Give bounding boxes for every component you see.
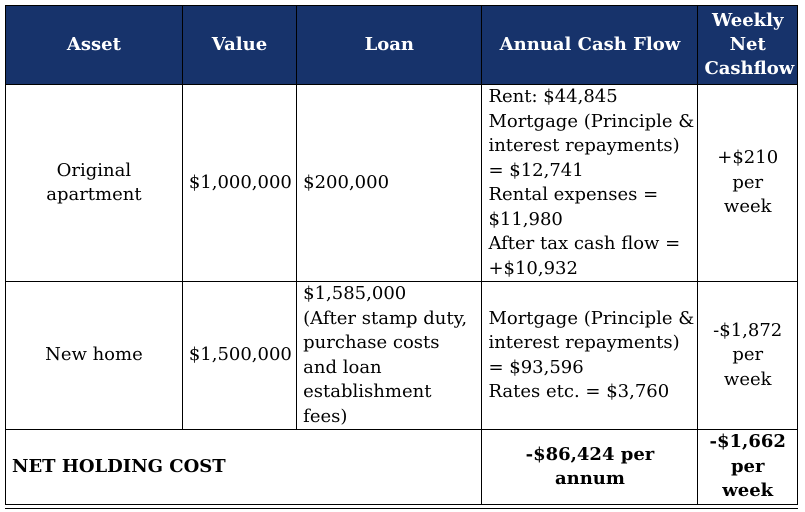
header-value: Value — [182, 6, 296, 85]
cell-line: After tax cash flow = — [488, 233, 681, 254]
cell-loan: $200,000 — [297, 85, 482, 282]
cell-line: purchase costs — [303, 332, 440, 353]
cell-loan — [297, 282, 482, 430]
cell-line: Rates etc. = $3,760 — [488, 381, 670, 402]
cell-line: Mortgage (Principle & — [488, 110, 695, 132]
cell-annual-cash-flow — [482, 282, 698, 430]
cell-line: week — [723, 196, 772, 218]
net-holding-cost-weekly — [698, 430, 798, 505]
cell-annual-cash-flow — [482, 85, 698, 282]
cell-line: Rent: $44,845 — [488, 86, 618, 107]
header-annual-cash-flow: Annual Cash Flow — [482, 6, 698, 85]
cell-line: fees) — [303, 405, 348, 427]
header-weekly-line: Net — [729, 34, 766, 55]
cell-line: and loan — [303, 356, 382, 378]
table-row — [6, 85, 798, 282]
cell-value: $1,000,000 — [182, 85, 296, 282]
table-row — [6, 282, 798, 430]
cell-line: Original — [56, 159, 132, 181]
cell-asset — [6, 85, 183, 282]
cell-line: -$1,872 — [713, 319, 783, 341]
cell-line: Mortgage (Principle & — [488, 307, 695, 329]
cell-line: establishment — [303, 381, 432, 402]
cell-line: $1,585,000 — [303, 283, 407, 304]
cell-line: = $93,596 — [488, 356, 584, 378]
total-row — [6, 430, 798, 505]
cell-line: apartment — [46, 184, 142, 205]
cell-line: Rental expenses = — [488, 184, 659, 205]
cell-line: $11,980 — [488, 208, 563, 230]
header-row — [6, 6, 798, 85]
cell-line: week — [723, 368, 772, 390]
cell-line: per — [732, 344, 764, 366]
cell-line: week — [722, 480, 774, 502]
header-asset: Asset — [6, 6, 183, 85]
bottom-border — [5, 508, 798, 509]
table-header — [6, 6, 798, 85]
header-weekly-line: Cashflow — [704, 58, 795, 79]
cell-line: per — [730, 455, 765, 477]
cell-line: = $12,741 — [488, 159, 584, 181]
cell-line: (After stamp duty, — [303, 307, 468, 329]
cell-line: +$210 — [717, 147, 779, 169]
net-holding-cost-label: NET HOLDING COST — [6, 430, 482, 505]
cell-line: -$1,662 — [709, 431, 786, 453]
cell-line: per — [732, 171, 764, 193]
header-weekly-net-cashflow — [698, 6, 798, 85]
header-weekly-line: Weekly — [712, 10, 784, 31]
cell-weekly — [698, 85, 798, 282]
cell-asset — [6, 282, 183, 430]
cell-line: New home — [45, 344, 143, 366]
cell-line: interest repayments) — [488, 332, 680, 353]
cell-line: interest repayments) — [488, 135, 680, 156]
cell-line: +$10,932 — [488, 257, 578, 279]
net-holding-cost-annual: -$86,424 per annum — [482, 430, 698, 505]
cell-weekly — [698, 282, 798, 430]
cell-value: $1,500,000 — [182, 282, 296, 430]
header-loan: Loan — [297, 6, 482, 85]
holding-cost-table — [5, 5, 798, 505]
